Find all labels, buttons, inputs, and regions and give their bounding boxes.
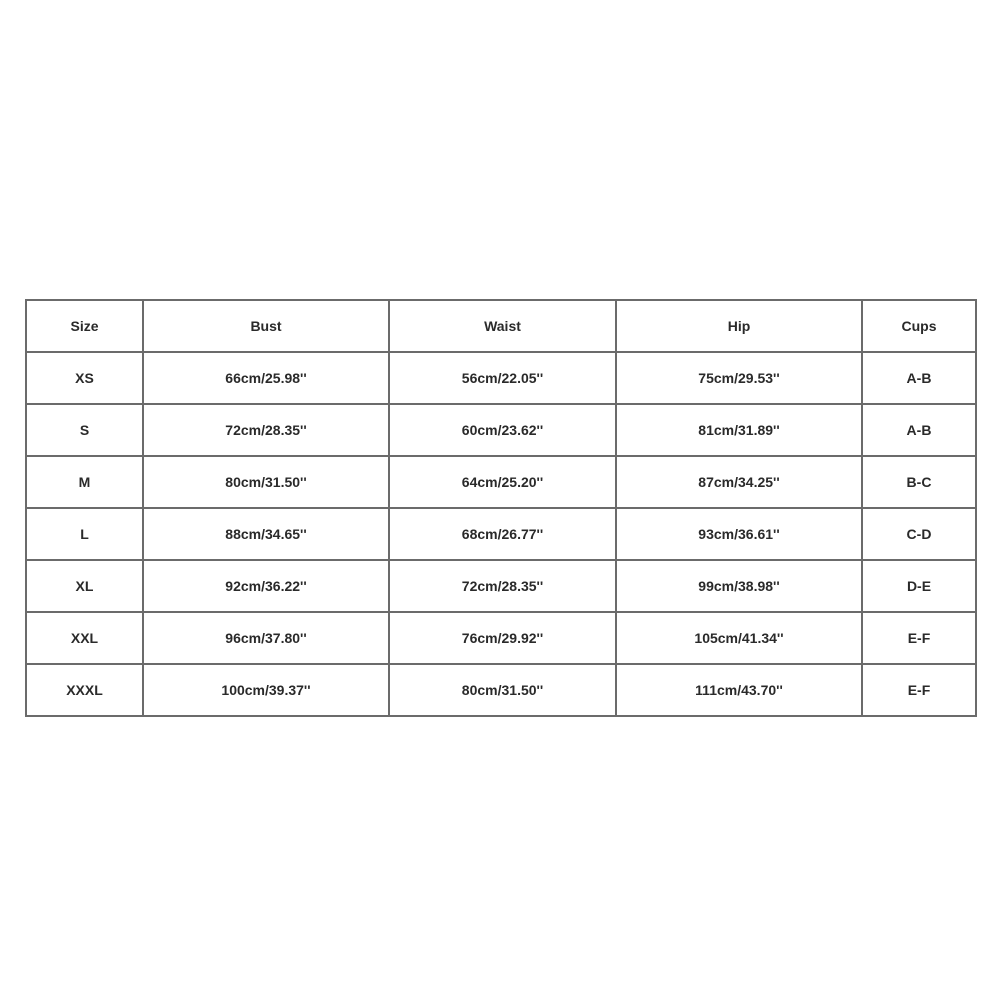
size-cell: M [26, 456, 143, 508]
size-chart-table [25, 299, 977, 717]
bust-cell: 66cm/25.98'' [143, 352, 389, 404]
header-waist: Waist [389, 300, 616, 352]
header-size: Size [26, 300, 143, 352]
cups-cell: E-F [862, 612, 976, 664]
header-row [26, 300, 976, 352]
size-cell: L [26, 508, 143, 560]
waist-cell: 56cm/22.05'' [389, 352, 616, 404]
waist-cell: 76cm/29.92'' [389, 612, 616, 664]
hip-cell: 99cm/38.98'' [616, 560, 862, 612]
header-cups: Cups [862, 300, 976, 352]
hip-cell: 87cm/34.25'' [616, 456, 862, 508]
cups-cell: B-C [862, 456, 976, 508]
cups-cell: D-E [862, 560, 976, 612]
hip-cell: 111cm/43.70'' [616, 664, 862, 716]
table-row [26, 664, 976, 716]
table-row [26, 404, 976, 456]
waist-cell: 68cm/26.77'' [389, 508, 616, 560]
hip-cell: 93cm/36.61'' [616, 508, 862, 560]
size-cell: XL [26, 560, 143, 612]
size-cell: XXXL [26, 664, 143, 716]
size-cell: XXL [26, 612, 143, 664]
table-row [26, 560, 976, 612]
size-cell: XS [26, 352, 143, 404]
bust-cell: 72cm/28.35'' [143, 404, 389, 456]
cups-cell: A-B [862, 404, 976, 456]
hip-cell: 81cm/31.89'' [616, 404, 862, 456]
bust-cell: 80cm/31.50'' [143, 456, 389, 508]
cups-cell: C-D [862, 508, 976, 560]
bust-cell: 96cm/37.80'' [143, 612, 389, 664]
header-hip: Hip [616, 300, 862, 352]
waist-cell: 60cm/23.62'' [389, 404, 616, 456]
table-row [26, 456, 976, 508]
size-cell: S [26, 404, 143, 456]
table-row [26, 352, 976, 404]
bust-cell: 92cm/36.22'' [143, 560, 389, 612]
hip-cell: 75cm/29.53'' [616, 352, 862, 404]
cups-cell: E-F [862, 664, 976, 716]
waist-cell: 72cm/28.35'' [389, 560, 616, 612]
waist-cell: 80cm/31.50'' [389, 664, 616, 716]
cups-cell: A-B [862, 352, 976, 404]
waist-cell: 64cm/25.20'' [389, 456, 616, 508]
hip-cell: 105cm/41.34'' [616, 612, 862, 664]
header-bust: Bust [143, 300, 389, 352]
table-row [26, 612, 976, 664]
table-row [26, 508, 976, 560]
bust-cell: 100cm/39.37'' [143, 664, 389, 716]
bust-cell: 88cm/34.65'' [143, 508, 389, 560]
